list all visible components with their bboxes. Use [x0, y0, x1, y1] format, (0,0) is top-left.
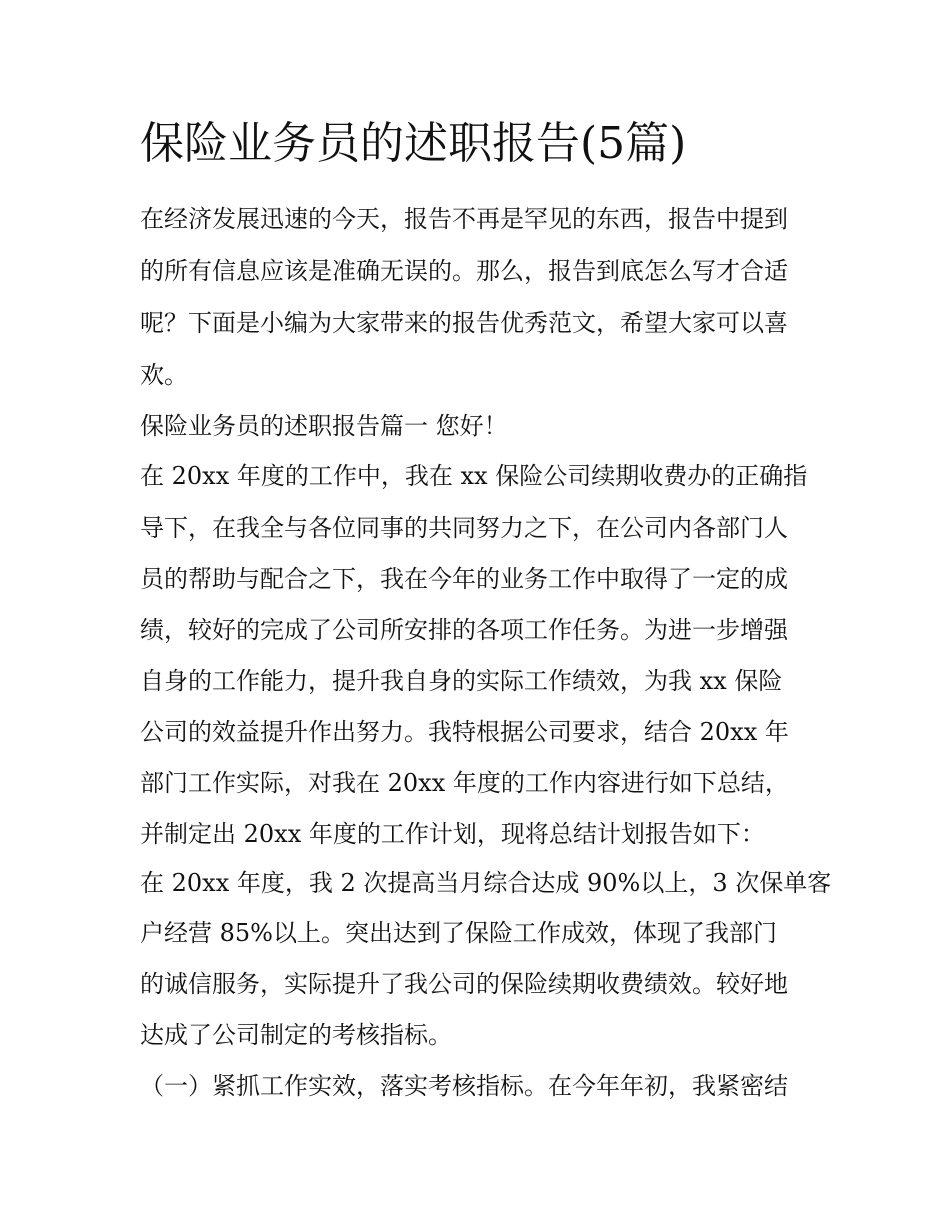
paragraph-line: 呢？下面是小编为大家带来的报告优秀范文，希望大家可以喜: [140, 309, 788, 337]
paragraph-line: 的诚信服务，实际提升了我公司的保险续期收费绩效。较好地: [140, 970, 788, 998]
paragraph-line: 导下，在我全与各位同事的共同努力之下，在公司内各部门人: [140, 514, 788, 542]
paragraph-line: 户经营 85%以上。突出达到了保险工作成效，体现了我部门: [140, 919, 777, 947]
section-heading-line: 保险业务员的述职报告篇一 您好！: [140, 412, 508, 440]
paragraph-line: 部门工作实际，对我在 20xx 年度的工作内容进行如下总结，: [140, 769, 789, 797]
paragraph-line: 员的帮助与配合之下，我在今年的业务工作中取得了一定的成: [140, 565, 788, 593]
document-title: 保险业务员的述职报告(5篇): [140, 118, 687, 169]
paragraph-line: 公司的效益提升作出努力。我特根据公司要求，结合 20xx 年: [140, 718, 789, 746]
paragraph-line: 在 20xx 年度的工作中，我在 xx 保险公司续期收费办的正确指: [140, 462, 808, 490]
paragraph-line: 的所有信息应该是准确无误的。那么，报告到底怎么写才合适: [140, 257, 788, 285]
paragraph-line: （一）紧抓工作实效，落实考核指标。在今年年初，我紧密结: [140, 1072, 788, 1100]
paragraph-line: 在经济发展迅速的今天，报告不再是罕见的东西，报告中提到: [140, 205, 788, 233]
paragraph-line: 达成了公司制定的考核指标。: [140, 1021, 452, 1049]
paragraph-line: 在 20xx 年度，我 2 次提高当月综合达成 90%以上，3 次保单客: [140, 869, 832, 897]
paragraph-line: 绩，较好的完成了公司所安排的各项工作任务。为进一步增强: [140, 616, 788, 644]
paragraph-line: 并制定出 20xx 年度的工作计划，现将总结计划报告如下：: [140, 820, 765, 848]
paragraph-line: 欢。: [140, 361, 188, 389]
paragraph-line: 自身的工作能力，提升我自身的实际工作绩效，为我 xx 保险: [140, 667, 783, 695]
